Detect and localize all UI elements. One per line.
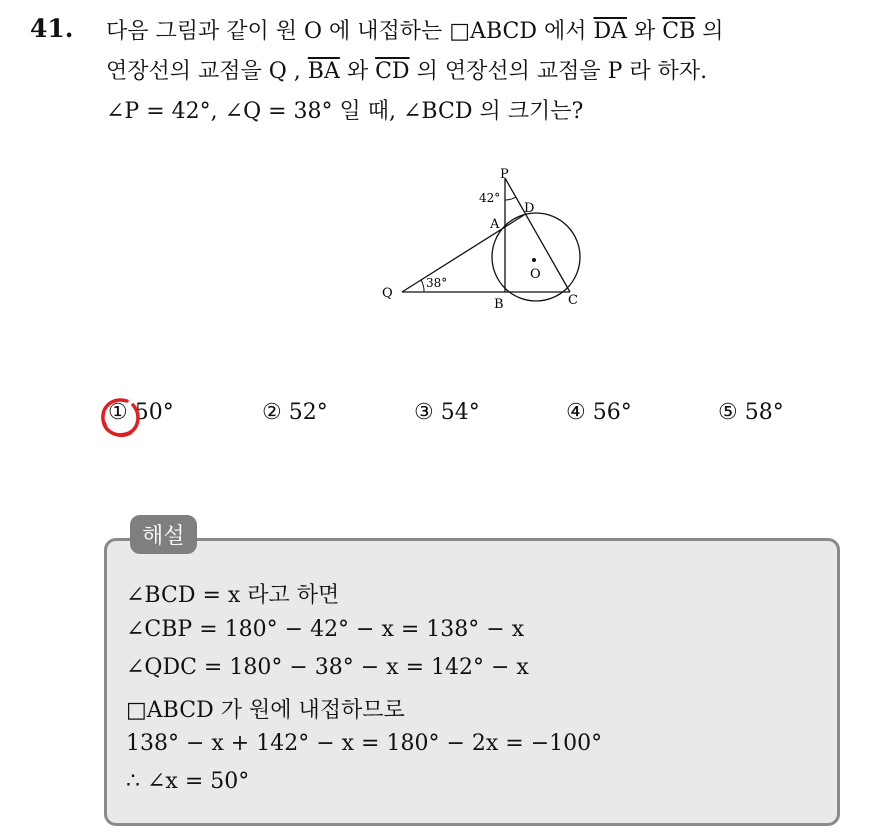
solution-line-4: □ABCD 가 원에 내접하므로: [126, 698, 405, 723]
angle-label-q: 38°: [426, 276, 448, 290]
solution-line-6: ∴ ∠x = 50°: [126, 769, 250, 794]
choice-number: ②: [262, 400, 282, 425]
answer-mark-circle-icon: [97, 393, 145, 441]
segment-cb: $\overline{CB}$: [662, 19, 696, 44]
question-text: 의 연장선의 교점을 P 라 하자.: [409, 59, 708, 84]
center-dot: [532, 258, 536, 262]
label-c: C: [568, 293, 578, 308]
line-qd: [402, 215, 524, 292]
choice-4[interactable]: [566, 400, 632, 425]
angle-arc-p: [505, 197, 516, 200]
label-a: A: [490, 217, 500, 232]
choice-value: 52°: [288, 400, 328, 425]
choice-value: 50°: [134, 400, 174, 425]
question-text: 연장선의 교점을 Q ,: [106, 59, 308, 84]
label-o: O: [530, 267, 541, 282]
segment-ba: $\overline{BA}$: [307, 59, 340, 84]
choice-5[interactable]: [718, 400, 784, 425]
solution-line-2: ∠CBP = 180° − 42° − x = 138° − x: [126, 617, 525, 642]
choice-2[interactable]: [262, 400, 328, 425]
solution-line-3: ∠QDC = 180° − 38° − x = 142° − x: [126, 655, 529, 680]
question-number: 41.: [30, 14, 74, 43]
question-line-1: [106, 14, 724, 45]
choice-value: 56°: [592, 400, 632, 425]
choice-value: 54°: [440, 400, 480, 425]
angle-arc-q: [421, 280, 424, 292]
question-line-3: ∠P = 42°, ∠Q = 38° 일 때, ∠BCD 의 크기는?: [106, 99, 584, 124]
question-text: 의: [695, 19, 724, 44]
question-text: 와: [627, 19, 663, 44]
solution-line-1: ∠BCD = x 라고 하면: [126, 583, 340, 608]
choice-number: ①: [108, 400, 128, 425]
choice-number: ③: [414, 400, 434, 425]
label-d: D: [524, 201, 535, 216]
question-line-2: [106, 54, 707, 85]
segment-cd: $\overline{CD}$: [375, 59, 410, 84]
geometry-figure: [372, 160, 602, 320]
choice-3[interactable]: [414, 400, 480, 425]
solution-tag: 해설: [130, 515, 197, 554]
segment-da: $\overline{DA}$: [593, 19, 628, 44]
question-text: 다음 그림과 같이 원 O 에 내접하는 □ABCD 에서: [106, 19, 594, 44]
label-p: P: [500, 167, 509, 182]
choice-value: 58°: [744, 400, 784, 425]
label-b: B: [494, 297, 504, 312]
label-q: Q: [382, 286, 393, 301]
choice-number: ⑤: [718, 400, 738, 425]
solution-line-5: 138° − x + 142° − x = 180° − 2x = −100°: [126, 731, 603, 756]
choice-number: ④: [566, 400, 586, 425]
question-text: 와: [339, 59, 376, 84]
angle-label-p: 42°: [479, 191, 501, 205]
